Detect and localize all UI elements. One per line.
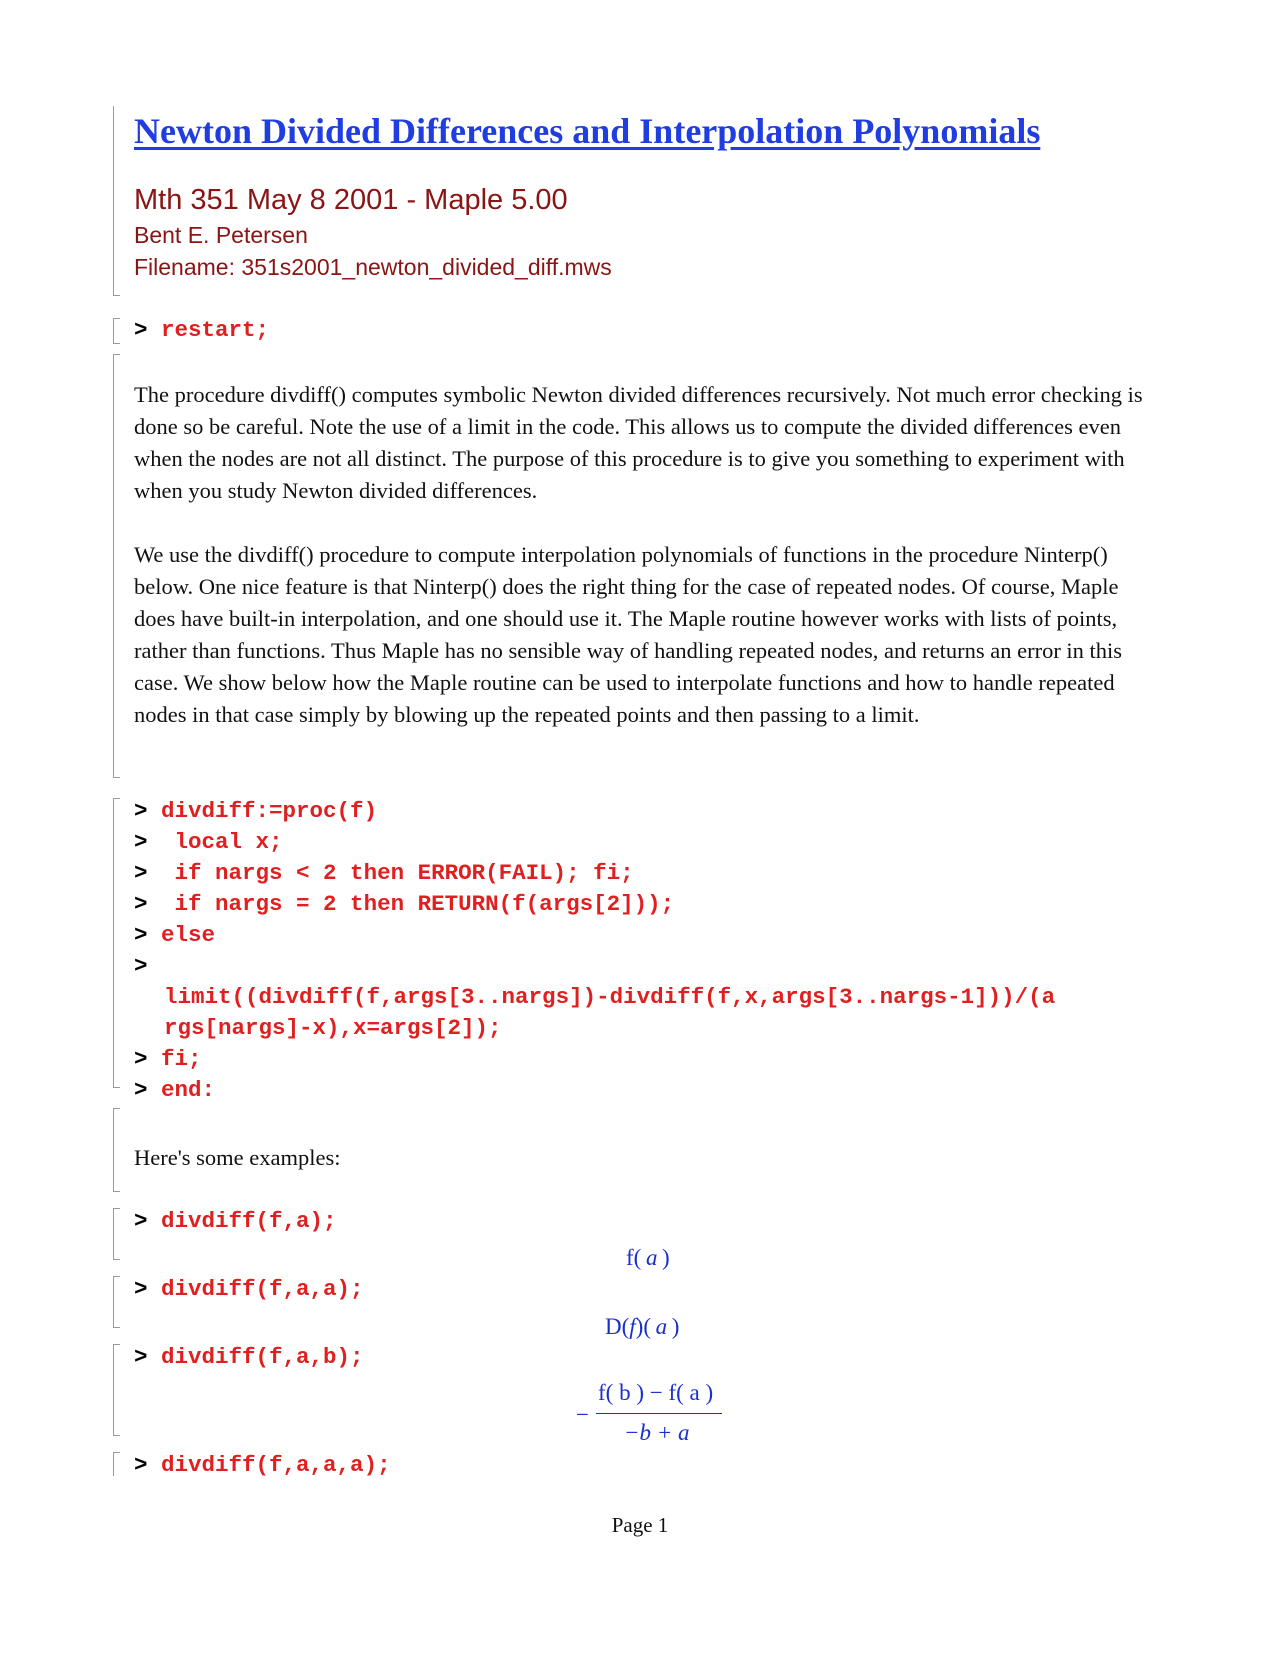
- example-1-input[interactable]: [134, 1206, 337, 1237]
- prompt-symbol: >: [134, 1208, 148, 1234]
- prompt-symbol: >: [134, 1046, 148, 1072]
- code-text: divdiff(f,a);: [161, 1208, 337, 1234]
- author: Bent E. Petersen: [134, 222, 308, 248]
- page-title[interactable]: Newton Divided Differences and Interpolation Polynomials: [134, 111, 1041, 151]
- prompt-symbol: >: [134, 798, 148, 824]
- prompt-symbol: >: [134, 1077, 148, 1103]
- examples-intro: Here's some examples:: [134, 1145, 341, 1170]
- code-text: rgs[nargs]-x),x=args[2]);: [164, 1015, 502, 1041]
- code-text: divdiff:=proc(f): [161, 798, 378, 824]
- code-line-6-prompt[interactable]: [134, 951, 148, 982]
- code-text: local x;: [161, 829, 283, 855]
- restart-input[interactable]: [134, 315, 269, 346]
- prompt-symbol: >: [134, 317, 148, 343]
- code-line-8[interactable]: [134, 1075, 215, 1106]
- example-3-input[interactable]: [134, 1342, 364, 1373]
- code-line-1[interactable]: [134, 796, 377, 827]
- code-text: divdiff(f,a,a);: [161, 1276, 364, 1302]
- code-text: if nargs < 2 then ERROR(FAIL); fi;: [161, 860, 634, 886]
- code-line-5[interactable]: [134, 920, 215, 951]
- code-line-6a[interactable]: [164, 982, 1055, 1013]
- filename: Filename: 351s2001_newton_divided_diff.mws: [134, 254, 612, 280]
- example-4-input[interactable]: [134, 1450, 391, 1481]
- prompt-symbol: >: [134, 953, 148, 979]
- code-text: if nargs = 2 then RETURN(f(args[2]));: [161, 891, 675, 917]
- subtitle: Mth 351 May 8 2001 - Maple 5.00: [134, 184, 568, 216]
- code-text: divdiff(f,a,b);: [161, 1344, 364, 1370]
- code-line-2[interactable]: [134, 827, 283, 858]
- fraction-denominator: −b + a: [624, 1420, 690, 1445]
- code-line-7[interactable]: [134, 1044, 202, 1075]
- code-text: fi;: [161, 1046, 202, 1072]
- code-line-4[interactable]: [134, 889, 674, 920]
- prompt-symbol: >: [134, 922, 148, 948]
- page-number: Page 1: [611, 1513, 669, 1537]
- code-line-6b[interactable]: [164, 1013, 502, 1044]
- code-text: divdiff(f,a,a,a);: [161, 1452, 391, 1478]
- description-paragraph-2: We use the divdiff() procedure to compute interpolation polynomials of functions in the procedure Ninterp() below. One nice feature is that Ninterp() does the right thing for the case of repeated nodes. Of course, Maple does have built-in interpolation, and one should use it. The Maple routine however works with lists of points, rather than functions. Thus Maple has no sensible way of handling repeated nodes, and returns an error in this case. We show below how the Maple routine can be used to interpolate functions and how to handle repeated nodes in that case simply by blowing up the repeated points and then passing to a limit.: [134, 542, 1123, 727]
- description-paragraph-1: The procedure divdiff() computes symbolic Newton divided differences recursively. Not much error checking is done so be careful. Note the use of a limit in the code. This allows us to compute the divided differences even when the nodes are not all distinct. The purpose of this procedure is to give you something to experiment with when you study Newton divided differences.: [134, 382, 1143, 503]
- prompt-symbol: >: [134, 829, 148, 855]
- prompt-symbol: >: [134, 1452, 148, 1478]
- fraction-numerator: f( b ) − f( a ): [598, 1380, 714, 1405]
- fraction-bar: [596, 1413, 722, 1414]
- prompt-symbol: >: [134, 1276, 148, 1302]
- prompt-symbol: >: [134, 860, 148, 886]
- code-line-3[interactable]: [134, 858, 634, 889]
- restart-code: restart;: [161, 317, 270, 343]
- example-2-input[interactable]: [134, 1274, 364, 1305]
- fraction-minus: −: [576, 1402, 589, 1427]
- prompt-symbol: >: [134, 891, 148, 917]
- example-2-output: D(f)( a ): [605, 1314, 680, 1339]
- code-text: else: [161, 922, 216, 948]
- prompt-symbol: >: [134, 1344, 148, 1370]
- code-text: limit((divdiff(f,args[3..nargs])-divdiff(f,x,args[3..nargs-1]))/(a: [164, 984, 1056, 1010]
- example-1-output: f( a ): [626, 1245, 670, 1270]
- code-text: end:: [161, 1077, 216, 1103]
